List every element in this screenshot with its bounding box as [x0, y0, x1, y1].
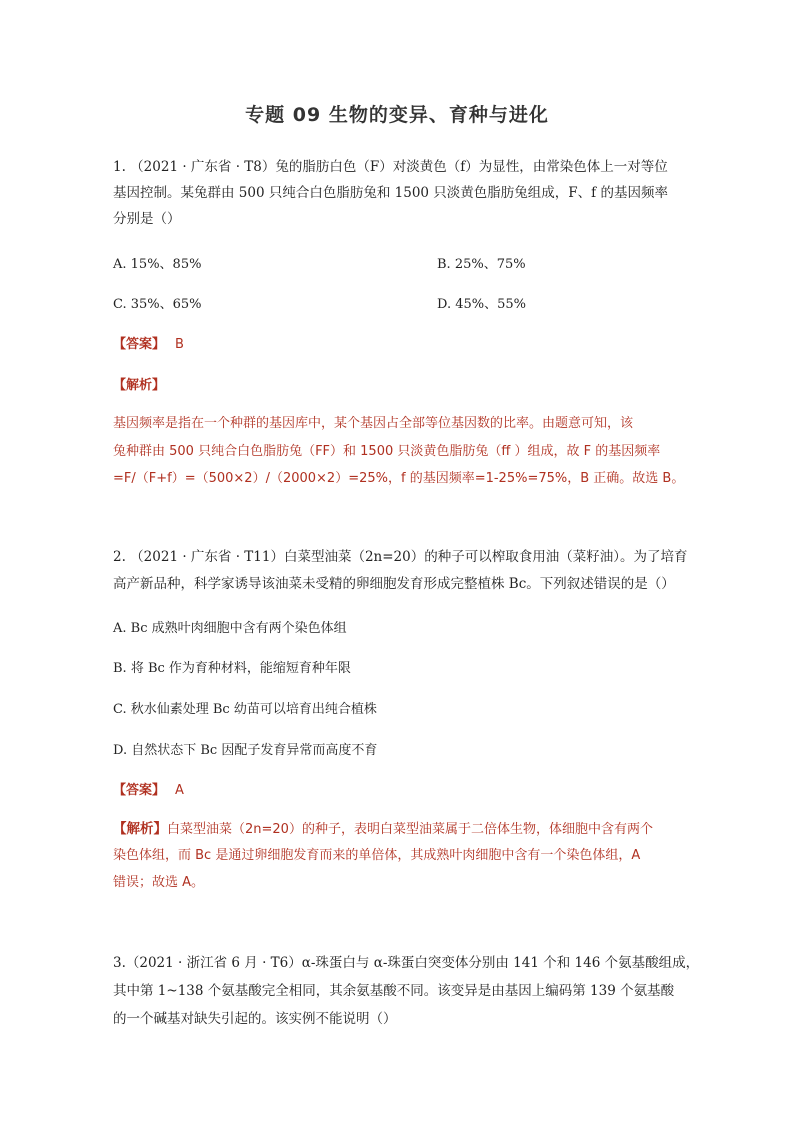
- q3-stem-line: 3.（2021 · 浙江省 6 月 · T6）α-珠蛋白与 α-珠蛋白突变体分别由 141 个和 146 个氨基酸组成，: [113, 955, 700, 971]
- analysis-text: 白菜型油菜（2n=20）的种子，表明白菜型油菜属于二倍体生物，体细胞中含有两个: [167, 822, 653, 837]
- q2-option-d: D. 自然状态下 Bc 因配子发育异常而高度不育: [113, 743, 378, 758]
- q2-stem-line: 2. （2021 · 广东省 · T11）白菜型油菜（2n=20）的种子可以榨取食用油（菜籽油）。为了培育: [113, 549, 688, 565]
- q1-analysis-line: =F/（F+f）=（500×2）/（2000×2）=25%，f 的基因频率=1-25%=75%，B 正确。故选 B。: [113, 471, 685, 486]
- q2-option-b: B. 将 Bc 作为育种材料，能缩短育种年限: [113, 661, 351, 676]
- q2-stem-line: 高产新品种，科学家诱导该油菜未受精的卵细胞发育形成完整植株 Bc。下列叙述错误的是（）: [113, 576, 675, 592]
- q1-stem-line: 基因控制。某兔群由 500 只纯合白色脂肪兔和 1500 只淡黄色脂肪兔组成，F、f 的基因频率: [113, 185, 668, 201]
- q2-answer-row: [113, 779, 184, 798]
- q2-option-a: A. Bc 成熟叶肉细胞中含有两个染色体组: [113, 621, 347, 636]
- q2-analysis-line: 染色体组，而 Bc 是通过卵细胞发育而来的单倍体，其成熟叶肉细胞中含有一个染色体组，A: [113, 848, 641, 863]
- q1-analysis-line: 兔种群由 500 只纯合白色脂肪兔（FF）和 1500 只淡黄色脂肪兔（ff ）组成，故 F 的基因频率: [113, 444, 661, 459]
- answer-label: 【答案】: [113, 337, 166, 352]
- q2-analysis-line: 错误；故选 A。: [113, 875, 205, 890]
- answer-value: A: [175, 783, 184, 798]
- analysis-label: 【解析】: [113, 821, 167, 837]
- q1-option-b: B. 25%、75%: [437, 257, 526, 272]
- q1-answer-row: [113, 333, 184, 352]
- q1-option-d: D. 45%、55%: [437, 297, 527, 312]
- q1-stem-line: 分别是（）: [113, 211, 181, 227]
- q1-option-c: C. 35%、65%: [113, 297, 202, 312]
- q1-option-a: A. 15%、85%: [113, 257, 202, 272]
- q2-analysis-line: [113, 819, 693, 840]
- page-title: 专题 09 生物的变异、育种与进化: [245, 104, 549, 126]
- answer-value: B: [175, 337, 184, 352]
- q3-stem-line: 的一个碱基对缺失引起的。该实例不能说明（）: [113, 1011, 397, 1027]
- answer-label: 【答案】: [113, 783, 166, 798]
- q3-stem-line: 其中第 1~138 个氨基酸完全相同，其余氨基酸不同。该变异是由基因上编码第 139 个氨基酸: [113, 983, 675, 999]
- q1-stem-line: 1. （2021 · 广东省 · T8）兔的脂肪白色（F）对淡黄色（f）为显性，由常染色体上一对等位: [113, 159, 668, 175]
- q2-option-c: C. 秋水仙素处理 Bc 幼苗可以培育出纯合植株: [113, 702, 377, 717]
- analysis-label: 【解析】: [113, 378, 166, 393]
- q1-analysis-line: 基因频率是指在一个种群的基因库中，某个基因占全部等位基因数的比率。由题意可知，该: [113, 416, 634, 431]
- q1-analysis-label: [113, 374, 165, 393]
